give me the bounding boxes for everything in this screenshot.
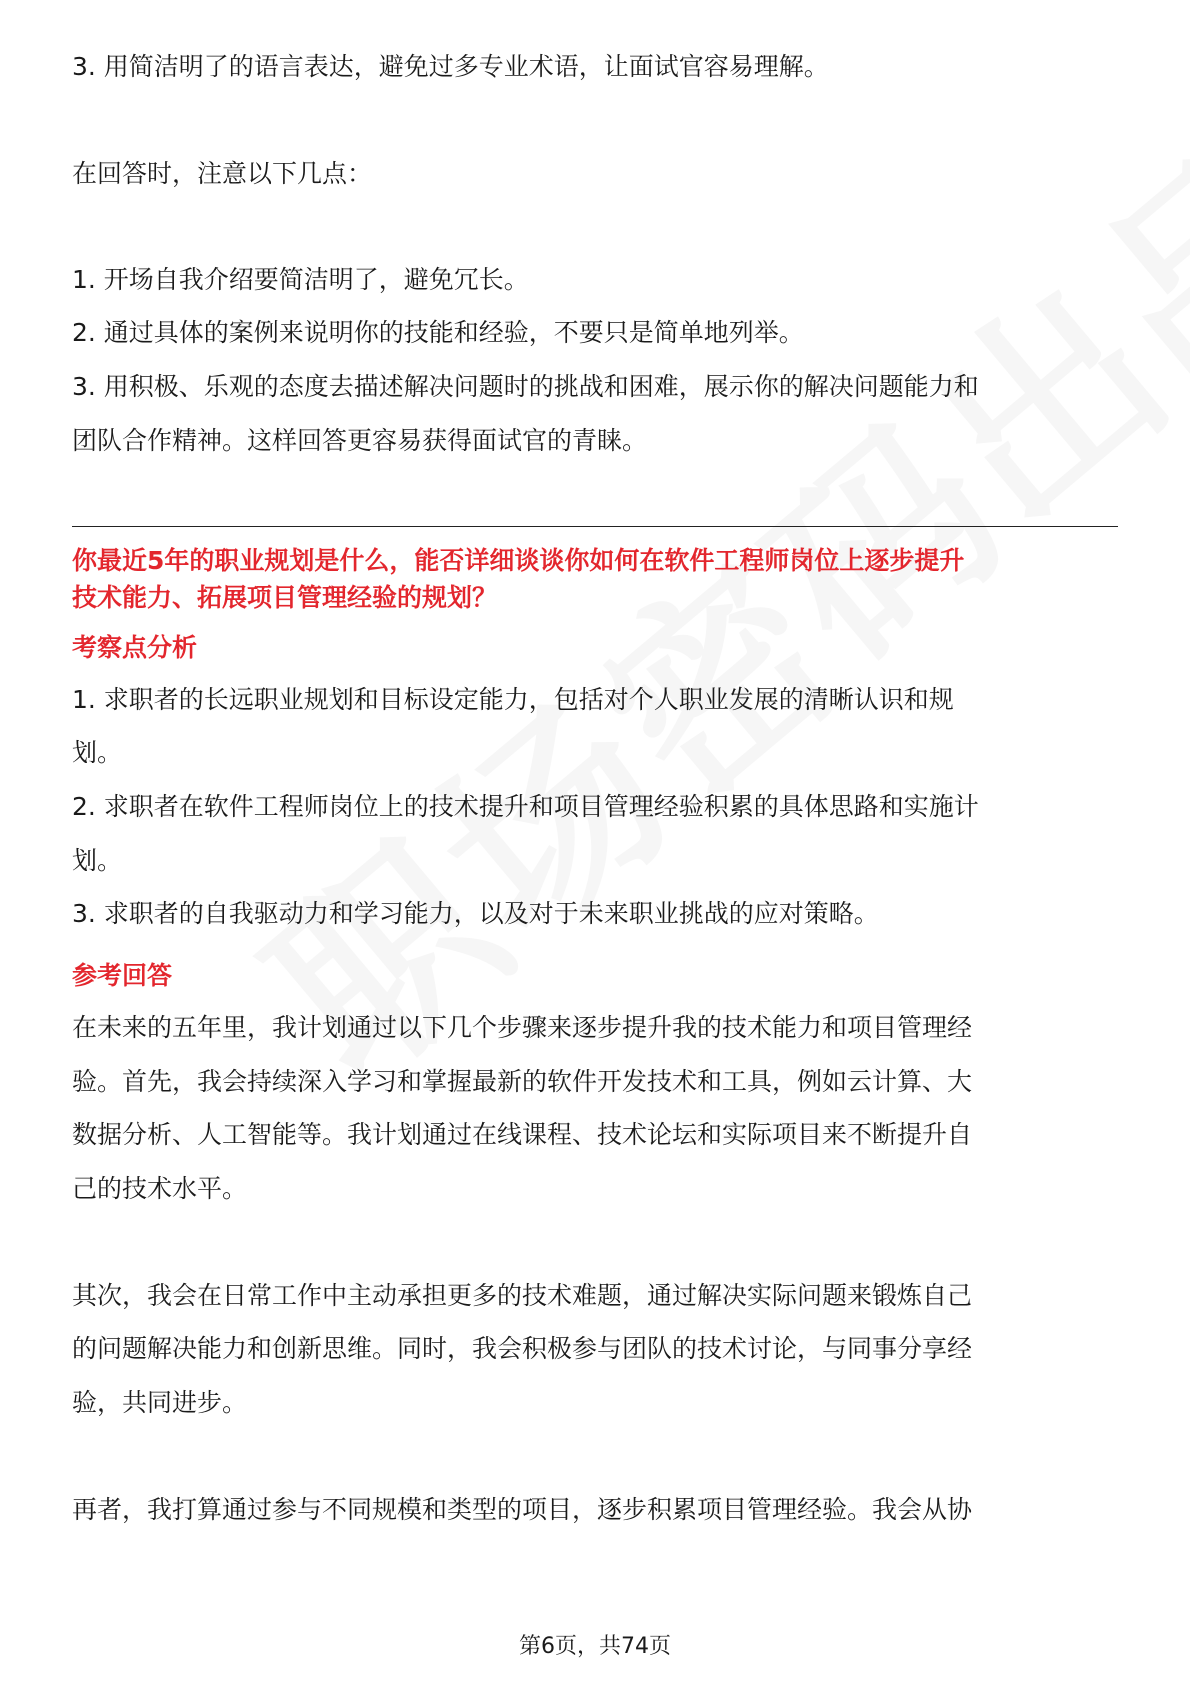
paragraph-line: 的问题解决能力和创新思维。同时，我会积极参与团队的技术讨论，与同事分享经	[72, 1334, 973, 1363]
paragraph-line: 在未来的五年里，我计划通过以下几个步骤来逐步提升我的技术能力和项目管理经	[72, 1013, 973, 1042]
paragraph-line: 其次，我会在日常工作中主动承担更多的技术难题，通过解决实际问题来锻炼自己	[72, 1281, 973, 1310]
paragraph-line: 验。首先，我会持续深入学习和掌握最新的软件开发技术和工具，例如云计算、大	[72, 1067, 973, 1096]
list-item-continuation: 划。	[72, 846, 123, 875]
list-item-continuation: 划。	[72, 738, 123, 767]
paragraph-line: 己的技术水平。	[72, 1174, 248, 1203]
list-item: 1. 开场自我介绍要简洁明了，避免冗长。	[72, 265, 529, 294]
answer-heading: 参考回答	[72, 961, 173, 990]
list-item: 3. 用积极、乐观的态度去描述解决问题时的挑战和困难，展示你的解决问题能力和	[72, 372, 979, 401]
paragraph-line: 验，共同进步。	[72, 1388, 248, 1417]
notes-intro: 在回答时，注意以下几点：	[72, 159, 373, 188]
list-item-continuation: 团队合作精神。这样回答更容易获得面试官的青睐。	[72, 426, 648, 455]
list-item: 3. 用简洁明了的语言表达，避免过多专业术语，让面试官容易理解。	[72, 52, 829, 81]
question-title: 你最近5年的职业规划是什么，能否详细谈谈你如何在软件工程师岗位上逐步提升	[72, 546, 965, 575]
list-item: 3. 求职者的自我驱动力和学习能力，以及对于未来职业挑战的应对策略。	[72, 899, 879, 928]
list-item: 1. 求职者的长远职业规划和目标设定能力，包括对个人职业发展的清晰认识和规	[72, 685, 954, 714]
list-item: 2. 通过具体的案例来说明你的技能和经验，不要只是简单地列举。	[72, 318, 804, 347]
question-title-continuation: 技术能力、拓展项目管理经验的规划？	[72, 583, 498, 612]
list-item: 2. 求职者在软件工程师岗位上的技术提升和项目管理经验积累的具体思路和实施计	[72, 792, 979, 821]
analysis-heading: 考察点分析	[72, 633, 198, 662]
paragraph-line: 数据分析、人工智能等。我计划通过在线课程、技术论坛和实际项目来不断提升自	[72, 1120, 973, 1149]
page-number: 第6页，共74页	[519, 1634, 671, 1659]
section-divider	[72, 526, 1118, 527]
paragraph-line: 再者，我打算通过参与不同规模和类型的项目，逐步积累项目管理经验。我会从协	[72, 1495, 973, 1524]
